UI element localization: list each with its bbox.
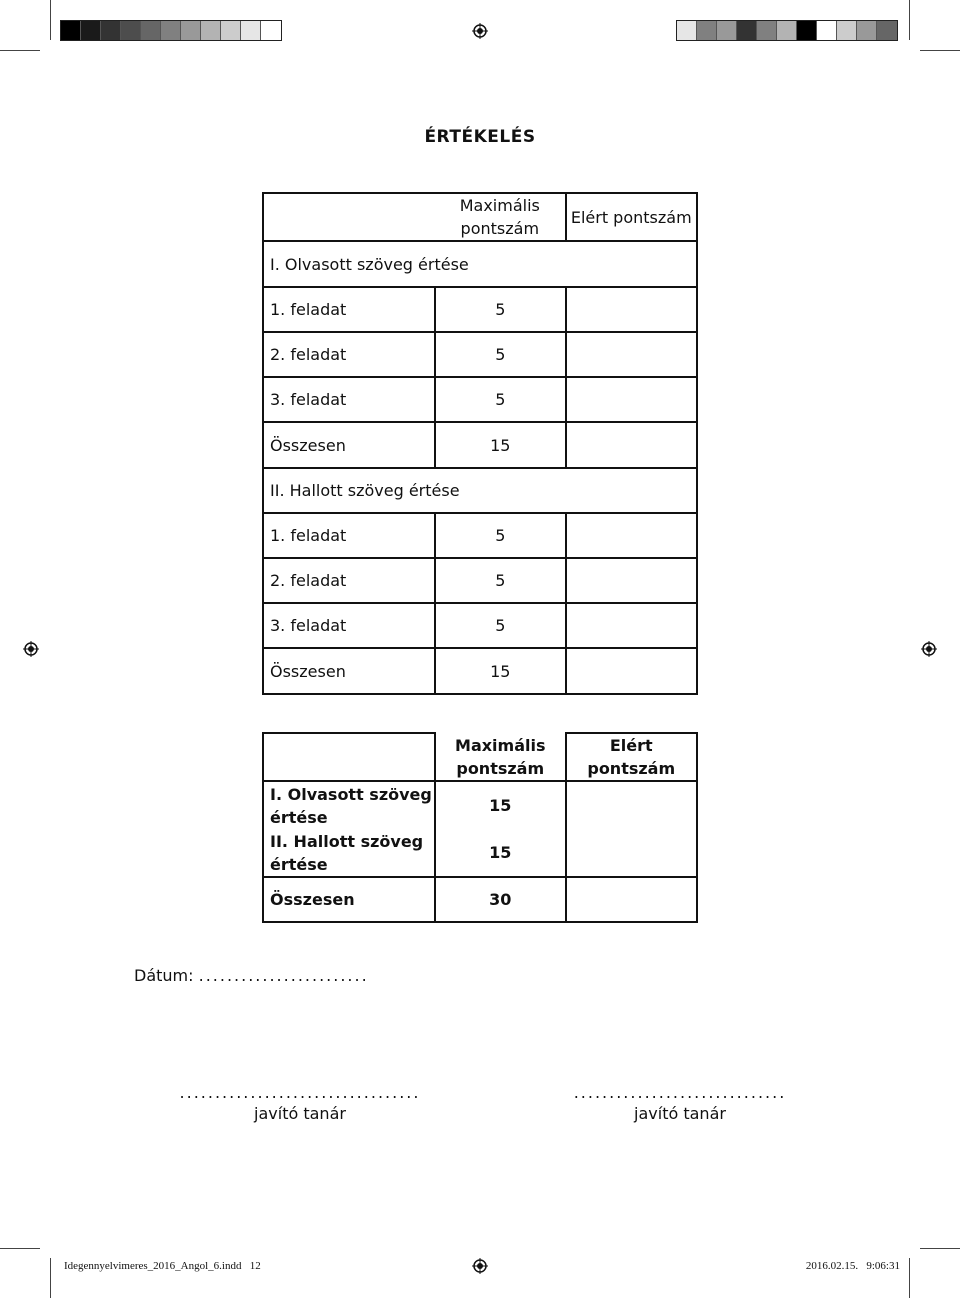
crop-mark — [920, 50, 960, 51]
row-earned-cell[interactable] — [566, 829, 697, 877]
crop-mark — [909, 0, 910, 40]
crop-mark — [920, 1248, 960, 1249]
color-swatch — [161, 21, 181, 40]
table-row — [263, 603, 697, 648]
signature-block-1 — [150, 1084, 450, 1123]
row-max: 5 — [435, 332, 565, 377]
color-swatch — [81, 21, 101, 40]
date-field[interactable]: ........................ — [198, 966, 369, 985]
signature-label: javító tanár — [634, 1104, 726, 1123]
score-table-summary — [262, 732, 698, 923]
score-table-detailed — [262, 192, 698, 695]
table-row — [263, 287, 697, 332]
color-swatch — [241, 21, 261, 40]
header-earned-points: Elért pontszám — [566, 193, 697, 241]
header-max-points: Maximális pontszám — [435, 733, 566, 781]
section-label-reading: I. Olvasott szöveg értése — [263, 241, 697, 287]
registration-mark-icon — [472, 23, 488, 39]
row-label: 1. feladat — [263, 513, 435, 558]
table-row-total — [263, 422, 697, 468]
color-swatch — [777, 21, 797, 40]
row-label: Összesen — [263, 648, 435, 694]
row-max: 5 — [435, 558, 565, 603]
color-swatch — [717, 21, 737, 40]
row-max: 30 — [435, 877, 566, 922]
row-earned-cell[interactable] — [566, 287, 697, 332]
crop-mark — [50, 0, 51, 40]
crop-mark — [909, 1258, 910, 1298]
row-earned-cell[interactable] — [566, 422, 697, 468]
row-earned-cell[interactable] — [566, 648, 697, 694]
color-swatch — [101, 21, 121, 40]
signature-line[interactable]: .................................. — [179, 1083, 421, 1102]
table-row — [263, 781, 697, 829]
table-row — [263, 829, 697, 877]
row-earned-cell[interactable] — [566, 513, 697, 558]
color-swatch — [261, 21, 281, 40]
row-label: 1. feladat — [263, 287, 435, 332]
table-header-row — [263, 193, 697, 241]
date-line — [134, 966, 369, 985]
date-label: Dátum: — [134, 966, 194, 985]
color-swatch — [121, 21, 141, 40]
row-label: 3. feladat — [263, 603, 435, 648]
row-max: 15 — [435, 648, 565, 694]
footer-timestamp: 2016.02.15. 9:06:31 — [805, 1260, 900, 1272]
row-label: II. Hallott szöveg értése — [263, 829, 435, 877]
color-swatch — [797, 21, 817, 40]
row-label: I. Olvasott szöveg értése — [263, 781, 435, 829]
table-row — [263, 513, 697, 558]
page-title: ÉRTÉKELÉS — [424, 127, 536, 147]
row-earned-cell[interactable] — [566, 877, 697, 922]
row-label: Összesen — [263, 877, 435, 922]
row-max: 15 — [435, 781, 566, 829]
row-max: 15 — [435, 422, 565, 468]
header-max-points: Maximális pontszám — [435, 193, 565, 241]
color-swatch — [837, 21, 857, 40]
row-earned-cell[interactable] — [566, 332, 697, 377]
row-label: 2. feladat — [263, 558, 435, 603]
row-max: 5 — [435, 513, 565, 558]
table-row — [263, 377, 697, 422]
row-label: 3. feladat — [263, 377, 435, 422]
color-swatch — [141, 21, 161, 40]
table-row-total — [263, 877, 697, 922]
crop-mark — [0, 1248, 40, 1249]
color-swatch — [857, 21, 877, 40]
registration-mark-icon — [472, 1258, 488, 1274]
registration-mark-icon — [23, 641, 39, 657]
row-max: 5 — [435, 287, 565, 332]
row-earned-cell[interactable] — [566, 781, 697, 829]
crop-mark — [50, 1258, 51, 1298]
registration-mark-icon — [921, 641, 937, 657]
row-label: 2. feladat — [263, 332, 435, 377]
crop-mark — [0, 50, 40, 51]
section-row — [263, 468, 697, 513]
row-max: 5 — [435, 377, 565, 422]
row-max: 15 — [435, 829, 566, 877]
header-blank — [263, 733, 435, 781]
table-row — [263, 332, 697, 377]
footer-filename: Idegennyelvimeres_2016_Angol_6.indd 12 — [64, 1260, 261, 1272]
table-header-row — [263, 733, 697, 781]
row-earned-cell[interactable] — [566, 377, 697, 422]
section-label-listening: II. Hallott szöveg értése — [263, 468, 697, 513]
color-swatch — [61, 21, 81, 40]
row-label: Összesen — [263, 422, 435, 468]
color-swatch — [877, 21, 897, 40]
row-earned-cell[interactable] — [566, 558, 697, 603]
color-swatch — [181, 21, 201, 40]
color-swatch — [221, 21, 241, 40]
color-swatch — [757, 21, 777, 40]
color-swatch — [817, 21, 837, 40]
row-earned-cell[interactable] — [566, 603, 697, 648]
color-swatch — [697, 21, 717, 40]
color-swatch — [677, 21, 697, 40]
grey-scale-bar-right — [676, 20, 898, 41]
row-max: 5 — [435, 603, 565, 648]
header-earned-points: Elért pontszám — [566, 733, 697, 781]
signature-block-2 — [530, 1084, 830, 1123]
signature-label: javító tanár — [254, 1104, 346, 1123]
color-swatch — [201, 21, 221, 40]
grey-scale-bar-left — [60, 20, 282, 41]
signature-line[interactable]: .............................. — [573, 1083, 787, 1102]
header-blank — [263, 193, 435, 241]
table-row-total — [263, 648, 697, 694]
table-row — [263, 558, 697, 603]
section-row — [263, 241, 697, 287]
color-swatch — [737, 21, 757, 40]
